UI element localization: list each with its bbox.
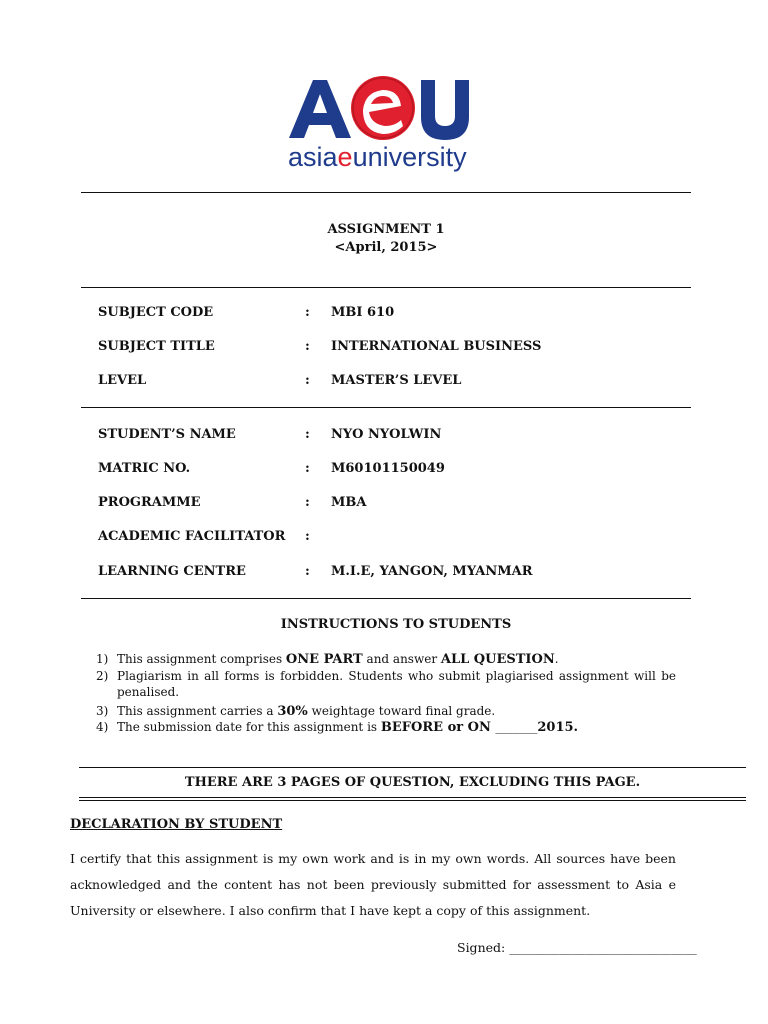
field-colon: : bbox=[305, 305, 310, 320]
logo-wordmark bbox=[288, 142, 467, 173]
field-value: M.I.E, YANGON, MYANMAR bbox=[331, 564, 533, 579]
field-colon: : bbox=[305, 495, 310, 510]
instruction-text bbox=[117, 668, 676, 700]
instruction-item bbox=[96, 703, 676, 719]
pages-note: THERE ARE 3 PAGES OF QUESTION, EXCLUDING THIS PAGE. bbox=[184, 775, 641, 790]
divider-note-top bbox=[79, 767, 746, 768]
instruction-emphasis: 2015. bbox=[537, 720, 579, 735]
instruction-text bbox=[117, 719, 676, 736]
instruction-text-part: _______ bbox=[495, 720, 538, 734]
field-colon: : bbox=[305, 339, 310, 354]
instruction-emphasis: ONE PART bbox=[285, 652, 363, 667]
field-label: LEVEL bbox=[98, 373, 147, 388]
wordmark-e: e bbox=[337, 142, 353, 172]
declaration-heading: DECLARATION BY STUDENT bbox=[70, 817, 283, 832]
instruction-text bbox=[117, 703, 676, 720]
field-value: INTERNATIONAL BUSINESS bbox=[331, 339, 542, 354]
field-colon: : bbox=[305, 564, 310, 579]
signature-line bbox=[457, 940, 697, 955]
field-value: MBA bbox=[331, 495, 367, 510]
instruction-emphasis: ALL QUESTION bbox=[440, 652, 555, 667]
instruction-emphasis: 30% bbox=[277, 704, 308, 719]
university-logo bbox=[285, 72, 485, 176]
field-label: SUBJECT CODE bbox=[98, 305, 214, 320]
divider-header bbox=[81, 287, 691, 288]
field-colon: : bbox=[305, 529, 310, 544]
instruction-item bbox=[96, 651, 676, 667]
assignment-date: <April, 2015> bbox=[334, 240, 438, 255]
field-label: ACADEMIC FACILITATOR bbox=[98, 529, 286, 544]
field-label: LEARNING CENTRE bbox=[98, 564, 246, 579]
field-value: MBI 610 bbox=[331, 305, 395, 320]
field-label: MATRIC NO. bbox=[98, 461, 191, 476]
divider-student bbox=[81, 598, 691, 599]
instruction-text-part: weightage toward final grade. bbox=[307, 704, 496, 718]
assignment-title: ASSIGNMENT 1 bbox=[327, 222, 445, 237]
instruction-text bbox=[117, 651, 676, 668]
instruction-number: 3) bbox=[96, 704, 109, 718]
instruction-number: 1) bbox=[96, 652, 109, 666]
instruction-text-part: The submission date for this assignment is bbox=[117, 720, 381, 734]
divider-subject bbox=[81, 407, 691, 408]
instruction-text-part: This assignment carries a bbox=[117, 704, 278, 718]
divider-note-bottom-1 bbox=[79, 797, 746, 798]
wordmark-asia: asia bbox=[288, 142, 338, 172]
instruction-number: 4) bbox=[96, 720, 109, 734]
instruction-text-part: . bbox=[554, 652, 559, 666]
instruction-item bbox=[96, 668, 676, 702]
field-value: NYO NYOLWIN bbox=[331, 427, 442, 442]
wordmark-university: university bbox=[352, 142, 467, 172]
field-colon: : bbox=[305, 461, 310, 476]
signed-label: Signed: bbox=[457, 940, 510, 955]
instruction-text-part: Plagiarism in all forms is forbidden. Students who submit plagiarised assignment will be penalised. bbox=[117, 669, 676, 699]
field-label: PROGRAMME bbox=[98, 495, 201, 510]
instruction-text-part: and answer bbox=[362, 652, 441, 666]
field-label: STUDENT’S NAME bbox=[98, 427, 236, 442]
signed-blank[interactable]: ______________________________ bbox=[509, 940, 697, 955]
field-value: MASTER’S LEVEL bbox=[331, 373, 462, 388]
instruction-text-part: This assignment comprises bbox=[117, 652, 286, 666]
instructions-heading: INSTRUCTIONS TO STUDENTS bbox=[280, 617, 512, 632]
divider-note-bottom-2 bbox=[79, 800, 746, 801]
field-value: M60101150049 bbox=[331, 461, 445, 476]
declaration-body: I certify that this assignment is my own work and is in my own words. All sources have been acknowledged and the content has not been previously submitted for assessment to Asia e University or elsewhere. I also confirm that I have kept a copy of this assignment. bbox=[70, 851, 676, 918]
field-colon: : bbox=[305, 427, 310, 442]
divider-top bbox=[81, 192, 691, 193]
instruction-number: 2) bbox=[96, 669, 109, 683]
field-label: SUBJECT TITLE bbox=[98, 339, 215, 354]
instruction-item bbox=[96, 719, 676, 735]
instruction-emphasis: BEFORE or ON bbox=[380, 720, 496, 735]
field-colon: : bbox=[305, 373, 310, 388]
